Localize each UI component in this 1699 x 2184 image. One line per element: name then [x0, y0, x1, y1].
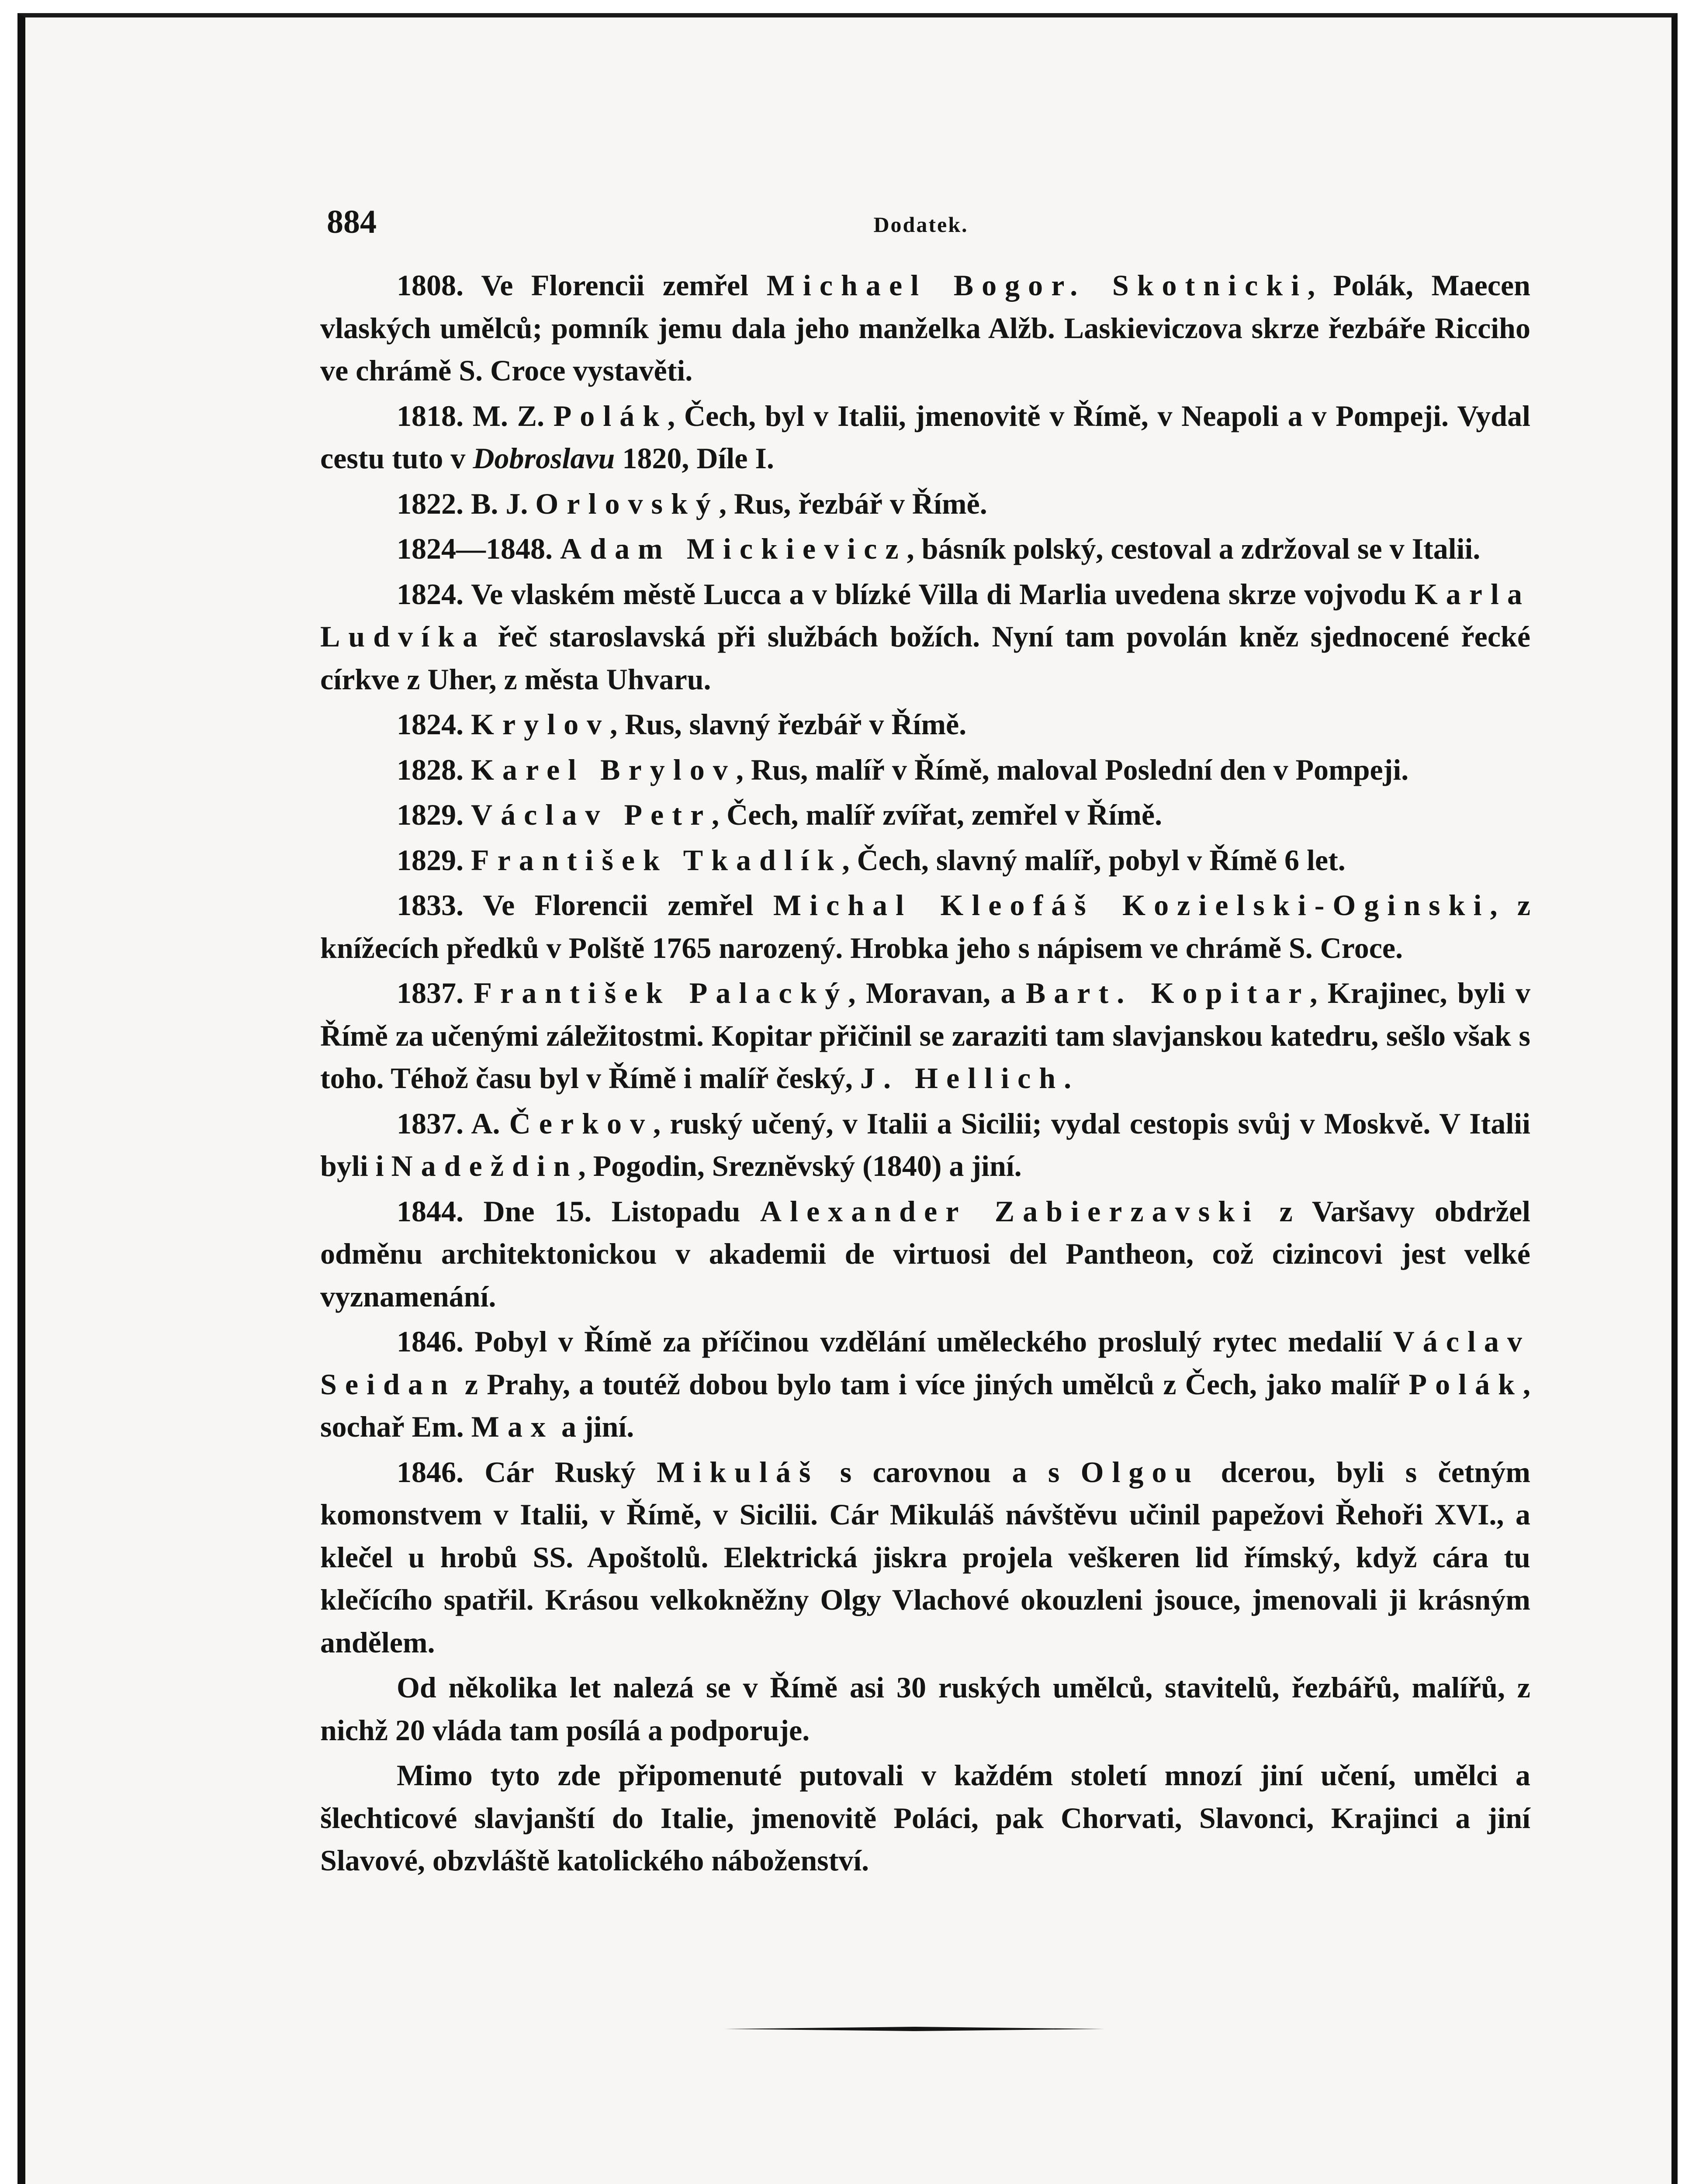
spaced-name: František Tkadlík: [471, 843, 842, 877]
spaced-name: Čerkov: [509, 1106, 654, 1140]
spaced-name: Mikuláš: [657, 1455, 819, 1489]
page-header: [327, 203, 1515, 242]
entry-year: 1828.: [397, 753, 464, 786]
entry-year: 1822.: [397, 487, 464, 520]
closing-paragraph-1: Od několika let nalezá se v Římě asi 30 ruských umělců, stavitelů, řezbářů, malířů, z nichž 20 vláda tam posílá a podporuje.: [320, 1671, 1530, 1747]
spaced-name: Karla Ludvíka: [320, 577, 1530, 653]
entry-year: 1824.: [397, 577, 464, 611]
entry-1822: 1822. B. J. Orlovský, Rus, řezbář v Římě.: [397, 487, 987, 520]
entry-1837-cerkov: 1837. A. Čerkov, ruský učený, v Italii a Sicilii; vydal cestopis svůj v Moskvě. V Italii byli i Nadeždin, Pogodin, Sreznĕvský (1840) a jiní.: [320, 1106, 1530, 1182]
spaced-name: František Palacký: [474, 976, 848, 1009]
entry-1828: 1828. Karel Brylov, Rus, malíř v Římě, maloval Poslední den v Pompeji.: [397, 753, 1409, 786]
spaced-name: Nadeždin: [391, 1149, 578, 1182]
spaced-name: Alexander Zabierzavski: [760, 1194, 1260, 1228]
entry-year: 1824—1848.: [397, 532, 553, 565]
entry-1846-seidan: 1846. Pobyl v Římě za příčinou vzdělání uměleckého proslulý rytec medalií Václav Seidan z Prahy, a toutéž dobou bylo tam i více jiných umělců z Čech, jako malíř Polák, sochař Em. Max a jiní.: [320, 1325, 1530, 1443]
entry-year: 1829.: [397, 798, 464, 831]
running-title: Dodatek.: [873, 212, 969, 237]
book-page: [17, 13, 1678, 2184]
spaced-name: Orlovský: [535, 487, 719, 520]
entry-year: 1837.: [397, 976, 464, 1009]
entry-year: 1833.: [397, 888, 464, 922]
spaced-name: Adam Mickievicz: [560, 532, 907, 565]
entry-year: 1846.: [397, 1455, 464, 1489]
spaced-name: Michael Bogor. Skotnicki: [766, 269, 1308, 302]
entry-1808: 1808. Ve Florencii zemřel Michael Bogor. Skotnicki, Polák, Maecen vlaských umělců; pomník jemu dala jeho manželka Alžb. Laskieviczova skrze řezbáře Ricciho ve chrámě S. Croce vystavěti.: [320, 269, 1530, 387]
entry-year: 1808.: [397, 269, 464, 302]
entry-1824-1848: 1824—1848. Adam Mickievicz, básník polský, cestoval a zdržoval se v Italii.: [397, 532, 1481, 565]
spaced-name: Michal Kleofáš Kozielski-Oginski: [773, 888, 1490, 922]
entry-year: 1824.: [397, 708, 464, 741]
spaced-name: Max: [471, 1410, 554, 1443]
entry-1837-palacky: 1837. František Palacký, Moravan, a Bart. Kopitar, Krajinec, byli v Římě za učenými záležitostmi. Kopitar přičinil se zaraziti tam slavjanskou katedru, sešlo však s toho. Téhož času byl v Římě i malíř český, J. Hellich.: [320, 976, 1531, 1095]
page-number: 884: [327, 204, 377, 240]
italic-title: Dobroslavu: [473, 442, 615, 475]
entry-year: 1837.: [397, 1106, 464, 1140]
closing-paragraph-2: Mimo tyto zde připomenuté putovali v každém století mnozí jiní učení, umělci a šlechticové slavjanští do Italie, jmenovitě Poláci, pak Chorvati, Slavonci, Krajinci a jiní Slavové, obzvláště katolického náboženství.: [320, 1759, 1530, 1877]
closing-rule: [724, 2027, 1104, 2031]
entry-1829-petr: 1829. Václav Petr, Čech, malíř zvířat, zemřel v Římě.: [397, 798, 1163, 831]
entry-year: 1844.: [397, 1194, 464, 1228]
spaced-name: J. Hellich: [860, 1061, 1064, 1095]
spaced-name: Karel Brylov: [471, 753, 736, 786]
entry-1846-mikulas: 1846. Cár Ruský Mikuláš s carovnou a s Olgou dcerou, byli s četným komonstvem v Italii, v Římě, v Sicilii. Cár Mikuláš návštěvu učinil papežovi Řehoři XVI., a klečel u hrobů SS. Apoštolů. Elektrická jiskra projela veškeren lid římský, když cára tu klečícího spatřil. Krásou velkokněžny Olgy Vlachové okouzleni jsouce, jmenovali ji krásným andělem.: [320, 1455, 1530, 1659]
entry-year: 1818.: [397, 399, 464, 432]
spaced-name: Václav Petr: [471, 798, 712, 831]
tapered-rule-icon: [724, 2027, 1104, 2031]
entry-1818: 1818. M. Z. Polák, Čech, byl v Italii, jmenovitě v Římě, v Neapoli a v Pompeji. Vydal cestu tuto v Dobroslavu 1820, Díle I.: [320, 399, 1530, 475]
entry-1829-tkadlik: 1829. František Tkadlík, Čech, slavný malíř, pobyl v Římě 6 let.: [397, 843, 1346, 877]
entry-1824-krylov: 1824. Krylov, Rus, slavný řezbář v Římě.: [397, 708, 967, 741]
spaced-name: Bart. Kopitar: [1025, 976, 1310, 1009]
entry-year: 1846.: [397, 1325, 464, 1358]
spaced-name: Krylov: [471, 708, 610, 741]
entry-year: 1829.: [397, 843, 464, 877]
spaced-name: Václav Seidan: [320, 1325, 1530, 1401]
entry-1824-lucca: 1824. Ve vlaském městě Lucca a v blízké Villa di Marlia uvedena skrze vojvodu Karla Ludvíka řeč staroslavská při službách božích. Nyní tam povolán kněz sjednocené řecké církve z Uher, z města Uhvaru.: [320, 577, 1530, 696]
spaced-name: Polák: [1408, 1367, 1523, 1401]
spaced-name: Olgou: [1080, 1455, 1200, 1489]
entry-1833: 1833. Ve Florencii zemřel Michal Kleofáš Kozielski-Oginski, z knížecích předků v Polště 1765 narozený. Hrobka jeho s nápisem ve chrámě S. Croce.: [320, 888, 1530, 964]
page-body: [320, 264, 1530, 1882]
spaced-name: Polák: [553, 399, 668, 432]
entry-1844: 1844. Dne 15. Listopadu Alexander Zabierzavski z Varšavy obdržel odměnu architektonickou v akademii de virtuosi del Pantheon, což cizincovi jest velké vyznamenání.: [320, 1194, 1530, 1313]
